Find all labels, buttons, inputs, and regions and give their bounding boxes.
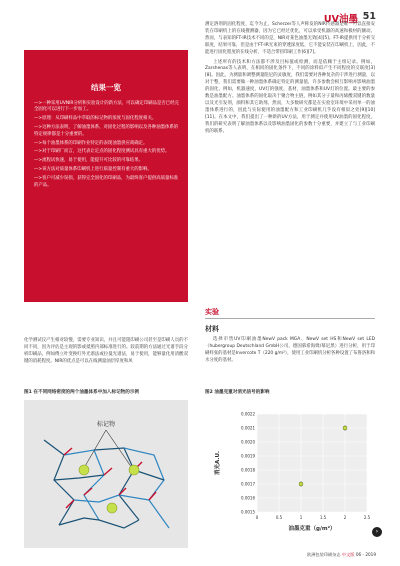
right-column-body (205, 22, 375, 139)
crosslink (104, 468, 112, 475)
marker-molecule (129, 465, 139, 475)
y-axis-label: 消光A.U. (215, 450, 221, 476)
y-tick-label: 0.0021 (241, 425, 255, 431)
polymer-chain (54, 475, 104, 480)
y-tick-label: 0.0016 (241, 495, 255, 501)
y-tick-label: 0.0019 (241, 453, 255, 459)
network-diagram (24, 400, 188, 548)
polymer-chain (64, 450, 104, 520)
crosslink (149, 492, 156, 500)
y-tick-label: 0.0022 (241, 411, 255, 417)
marker-molecule (107, 503, 117, 513)
summary-item: —>原理：从印刷样品中萃取的标记物的浓度与固化程度相关。 (34, 116, 157, 122)
x-axis-label: 油墨克重（g/m²） (288, 526, 336, 532)
page-number: 51 (362, 11, 376, 22)
summary-item: —>每个油墨体系的印刷作业特定的表现油墨供应商确定。 (34, 140, 148, 146)
footer (307, 552, 376, 558)
marker-label: 标记物 (96, 421, 116, 428)
summary-item: —>对于印刷厂而言，这代表让定点的固化程度测试具有重大的优势。 (34, 149, 170, 155)
figure2-caption: 图2 油墨克重对消光信号的影响 (205, 390, 270, 395)
polymer-chain (124, 448, 169, 528)
marker-molecule (79, 465, 89, 475)
y-tick-label: 0.0015 (241, 509, 255, 515)
crosslink (84, 488, 92, 495)
footer-issue: 06 - 2019 (355, 552, 376, 557)
summary-title: 结果一览 (91, 83, 121, 92)
y-tick-label: 0.0020 (241, 439, 255, 445)
materials-paragraph: 选择市售UV印刷油墨NewV pack MGA、NewV set HS和NewV set LED（hubergroup Deutschland GmbH公司，德国慕希海姆/慕尼黑）进行分析，用于印刷样张的基材是Invercote T（220 g/m²），使用工业印刷机分析各种设置了布鲁洛和和水分度的基材。 (205, 337, 375, 363)
network-chains (44, 440, 169, 528)
data-point (343, 426, 347, 430)
plot-area (257, 414, 367, 512)
data-point (299, 482, 303, 486)
figure2-chart (205, 400, 375, 548)
left-column-paragraph: 化学测试仪产生相对较慢，需要专业知识，并且可能阻印刷公司甚至是印刷人员的不同不同，因为评估是主观的影或抵照内部标准进行的。较前期的方法通过光谱手段分析印刷品，例如傅立叶变换红外光谱法或拉曼光谱法，易于使用，能够量化用清酸双键的消耗程度。NIR的优点是可以在线测量油层厚度和风 (24, 338, 188, 364)
section-divider (205, 318, 375, 319)
polymer-chain (44, 440, 74, 525)
y-tick-label: 0.0018 (241, 467, 255, 473)
x-tick-label: 2.5 (363, 515, 371, 520)
x-tick-label: 0.5 (275, 515, 283, 520)
figure1-illustration (24, 400, 188, 548)
x-tick-label: 2 (343, 515, 347, 520)
x-tick-label: 1.5 (319, 515, 327, 520)
subsection-title-materials: 材料 (205, 325, 219, 333)
polymer-chain (59, 518, 139, 528)
summary-item: —>流程试快速，易于使用，能提升可比较的可靠结果。 (34, 158, 144, 164)
footer-lang: 中文版 (341, 552, 355, 557)
scatter-chart (205, 400, 375, 548)
summary-box (24, 50, 188, 302)
figure1-caption: 图1 在不同网络密度的两个油墨体系中加入标记物的示例 (24, 390, 140, 395)
summary-list (24, 101, 188, 189)
summary-item: —>一种采用UVNIR分析和实验设计的新方法，可以确定印刷品是否已经完全固化可以进行下一步加工。 (34, 101, 179, 113)
header-section-title: UV油墨 (323, 14, 358, 25)
body-paragraph: 上述所有的技术和方法都不涉及目标值或检测，而是依赖于主组记录。例如，Zarshenas等人表明，在相同的固化条件下，不同的涂料似产生不同程度的交联度[3][8]。因此，为测量和调整测量阻尼的灵敏度，我们需要对各种复杂的干涉进行测量，以对于整，我们需要做一种油墨体系确定特定的测量值，许多参数会相互影响并影响油墨的固化，例如，机器速度，UV灯的强度，基材，油墨体系和UV灯的位置。最主要的参数是油墨配方。油墨体系的固化取决于聚合物主链，例如其分子量和丙烯酸双键的数量以及光引发剂，颜料和其它助剂。然而，大多数研究都是在实验室环境中采用单一的油墨体系进行的，因此与实际使用的油墨配方和工业印刷机几乎没有相似之处[9][10][11]。在本文中，我们提出了一种新的UV方法，用于测定并使用UV油墨的固化程度，我们的研究表明了解油墨体系以及影响油墨固化的参数十分重要，并建立了与工业印刷机的联系。 (205, 59, 375, 134)
x-tick-label: 1 (299, 515, 303, 520)
footer-journal: 欧洲包装印刷杂志 (307, 552, 341, 557)
summary-item: —>这种方法表明，了解油墨体系、对固化过程的影响以及各种油墨体系的特定规律都是十分重要的。 (34, 125, 179, 137)
summary-item: —>客户可减少误损，获得完全固化的印刷品，为最终客户提供高质量标准的产品。 (34, 176, 179, 188)
y-tick-label: 0.0017 (241, 481, 255, 487)
summary-item: —>该方法对质量体系印刷机上进行质量控制有重大的影响。 (34, 167, 152, 173)
x-tick-label: 0 (255, 515, 259, 520)
body-paragraph: 测定溶剂的固化程度，迄今为止，Scherzer等人声称发的NIR传感器是唯一可以直接安装在印刷机上的在线搜测器，因为它已经过优化，可以承受机器的高速和极材的颠动。然而，与表知的FT-IR技术不同的是，NIR对某色油墨无效[4][5]。FT-IR提供用于分析交联度，结果可靠，但是由于FT-IR光束的穿透深度低，它不能安装在印刷机上，因此，不能进行固化程度的在线分析，不适合带扭印刷工作[6][7]。 (205, 22, 375, 55)
section-title-experiment: 实验 (205, 308, 219, 316)
next-page-arrow-icon[interactable]: › (372, 527, 382, 537)
